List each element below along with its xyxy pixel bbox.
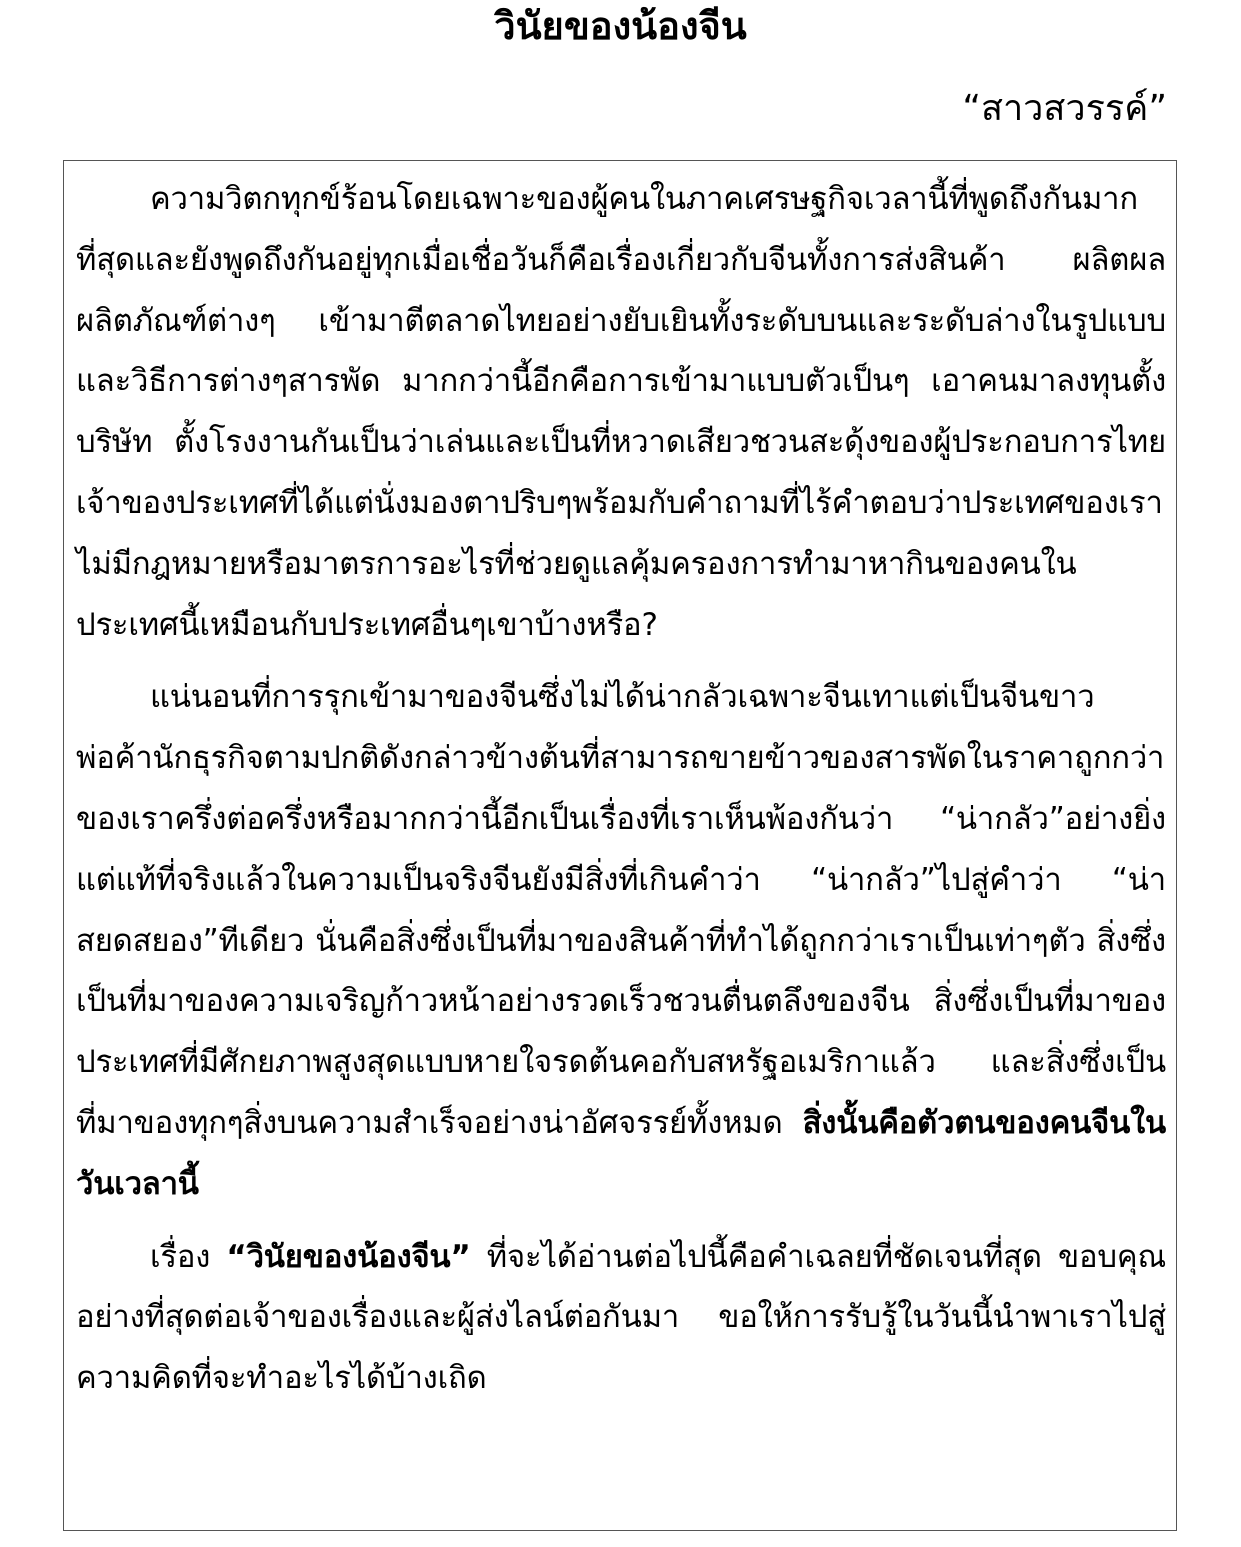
paragraph-2-text: แน่นอนที่การรุกเข้ามาของจีนซึ่งไม่ได้น่ากลัวเฉพาะจีนเทาแต่เป็นจีนขาวพ่อค้านักธุรกิจตามปกติดังกล่าวข้างต้นที่สามารถขายข้าวของสารพัดในราคาถูกกว่าของเราครึ่งต่อครึ่งหรือมากกว่านี้อีกเป็นเรื่องที่เราเห็นพ้องกันว่า “น่ากลัว”อย่างยิ่ง แต่แท้ที่จริงแล้วในความเป็นจริงจีนยังมีสิ่งที่เกินคำว่า “น่ากลัว”ไปสู่คำว่า “น่าสยดสยอง”ทีเดียว นั่นคือสิ่งซึ่งเป็นที่มาของสินค้าที่ทำได้ถูกกว่าเราเป็นเท่าๆตัว สิ่งซึ่งเป็นที่มาของความเจริญก้าวหน้าอย่างรวดเร็วชวนตื่นตลึงของจีน สิ่งซึ่งเป็นที่มาของประเทศที่มีศักยภาพสูงสุดแบบหายใจรดต้นคอกับสหรัฐอเมริกาแล้ว และสิ่งซึ่งเป็นที่มาของทุกๆสิ่งบนความสำเร็จอย่างน่าอัศจรรย์ทั้งหมด — [76, 679, 1166, 1141]
paragraph-2-bold-conclusion: สิ่งนั้นคือตัวตนของคนจีนในวันเวลานี้ — [76, 1104, 1166, 1202]
paragraph-3-text: ที่จะได้อ่านต่อไปนี้คือคำเฉลยที่ชัดเจนที่สุด ขอบคุณอย่างที่สุดต่อเจ้าของเรื่องและผู้ส่งไลน์ต่อกันมา ขอให้การรับรู้ในวันนี้นำพาเราไปสู่ความคิดที่จะทำอะไรได้บ้างเถิด — [76, 1238, 1167, 1397]
paragraph-3-bold-story-title: “วินัยของน้องจีน” — [226, 1238, 471, 1275]
paragraph-1 — [76, 169, 1166, 655]
content-box — [63, 160, 1177, 1531]
paragraph-3 — [76, 1227, 1166, 1409]
author-byline: “สาวสวรรค์” — [962, 88, 1167, 129]
paragraph-3-lead: เรื่อง — [150, 1238, 227, 1275]
paragraph-2 — [76, 667, 1166, 1214]
document-title: วินัยของน้องจีน — [494, 4, 747, 48]
paragraph-1-text: ความวิตกทุกข์ร้อนโดยเฉพาะของผู้คนในภาคเศรษฐกิจเวลานี้ที่พูดถึงกันมากที่สุดและยังพูดถึงกันอยู่ทุกเมื่อเชื่อวันก็คือเรื่องเกี่ยวกับจีนทั้งการส่งสินค้า ผลิตผล ผลิตภัณฑ์ต่างๆ เข้ามาตีตลาดไทยอย่างยับเยินทั้งระดับบนและระดับล่างในรูปแบบและวิธีการต่างๆสารพัด มากกว่านี้อีกคือการเข้ามาแบบตัวเป็นๆ เอาคนมาลงทุนตั้งบริษัท ตั้งโรงงานกันเป็นว่าเล่นและเป็นที่หวาดเสียวชวนสะดุ้งของผู้ประกอบการไทยเจ้าของประเทศที่ได้แต่นั่งมองตาปริบๆพร้อมกับคำถามที่ไร้คำตอบว่าประเทศของเราไม่มีกฎหมายหรือมาตรการอะไรที่ช่วยดูแลคุ้มครองการทำมาหากินของคนในประเทศนี้เหมือนกับประเทศอื่นๆเขาบ้างหรือ? — [76, 181, 1166, 643]
